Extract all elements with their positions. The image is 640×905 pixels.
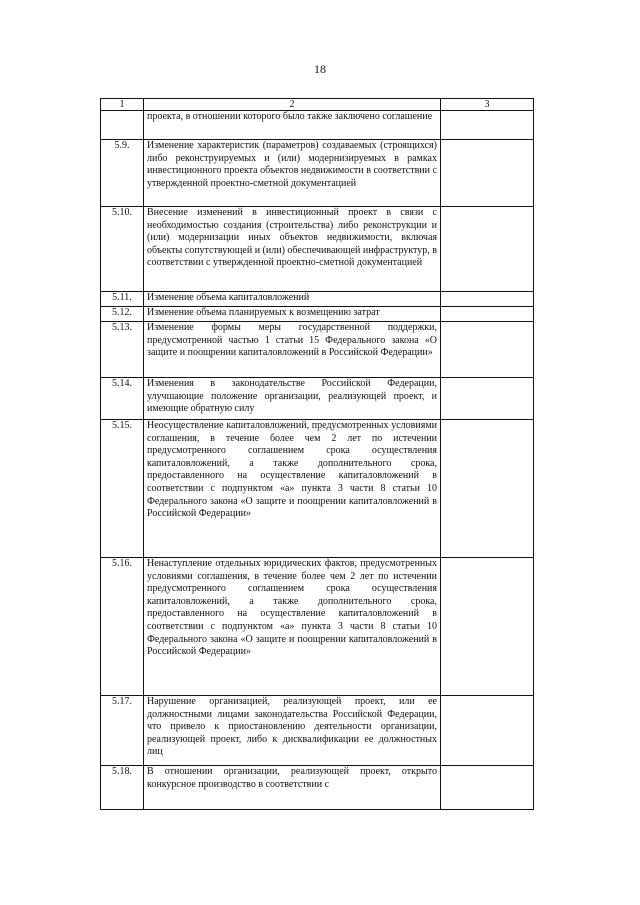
column-header-1: 1: [101, 99, 144, 111]
row-number: 5.18.: [101, 766, 144, 810]
table-row: [101, 322, 534, 378]
row-col3: [441, 558, 534, 696]
row-text: Изменение объема капиталовложений: [144, 292, 441, 307]
table-row: [101, 558, 534, 696]
table-row: [101, 292, 534, 307]
row-number: 5.16.: [101, 558, 144, 696]
row-col3: [441, 111, 534, 140]
table-row: [101, 207, 534, 292]
row-text: Неосуществление капиталовложений, предусмотренных условиями соглашения, в течение более чем 2 лет по истечении предусмотренного соглашением срока осуществления капиталовложений, а также дополнительного срока, предоставленного на осуществление капиталовложений в соответствии с подпунктом «а» пункта 3 части 8 статьи 10 Федерального закона «О защите и поощрении капиталовложений в Российской Федерации»: [144, 420, 441, 558]
page-number: 18: [314, 62, 326, 76]
row-text: Изменение формы меры государственной поддержки, предусмотренной частью 1 статьи 15 Федерального закона «О защите и поощрении капиталовложений в Российской Федерации»: [144, 322, 441, 378]
row-col3: [441, 696, 534, 766]
row-col3: [441, 140, 534, 207]
table-row: [101, 140, 534, 207]
row-col3: [441, 378, 534, 420]
table-row: [101, 420, 534, 558]
table-row: [101, 307, 534, 322]
document-table: [100, 98, 534, 810]
row-number: [101, 111, 144, 140]
column-header-3: 3: [441, 99, 534, 111]
row-col3: [441, 322, 534, 378]
row-text: Изменения в законодательстве Российской Федерации, улучшающие положение организации, реализующей проект, и имеющие обратную силу: [144, 378, 441, 420]
table-row: [101, 696, 534, 766]
column-header-2: 2: [144, 99, 441, 111]
row-text: Ненаступление отдельных юридических фактов, предусмотренных условиями соглашения, в течение более чем 2 лет по истечении предусмотренного соглашением срока осуществления капиталовложений, а также дополнительного срока, предоставленного на осуществление капиталовложений в соответствии с подпунктом «а» пункта 3 части 8 статьи 10 Федерального закона «О защите и поощрении капиталовложений в Российской Федерации»: [144, 558, 441, 696]
table-row: [101, 378, 534, 420]
row-col3: [441, 292, 534, 307]
row-text: В отношении организации, реализующей проект, открыто конкурсное производство в соответствии с: [144, 766, 441, 810]
row-col3: [441, 766, 534, 810]
row-col3: [441, 420, 534, 558]
row-number: 5.12.: [101, 307, 144, 322]
row-text: Изменение характеристик (параметров) создаваемых (строящихся) либо реконструируемых и (или) модернизируемых в рамках инвестиционного проекта объектов недвижимости в соответствии с утвержденной проектно-сметной документацией: [144, 140, 441, 207]
row-text: Нарушение организацией, реализующей проект, или ее должностными лицами законодательства Российской Федерации, что привело к приостановлению деятельности организации, реализующей проект, либо к дисквалификации ее должностных лиц: [144, 696, 441, 766]
row-number: 5.10.: [101, 207, 144, 292]
table-header-row: [101, 99, 534, 111]
row-number: 5.15.: [101, 420, 144, 558]
table-row: [101, 111, 534, 140]
row-number: 5.17.: [101, 696, 144, 766]
row-number: 5.14.: [101, 378, 144, 420]
row-number: 5.13.: [101, 322, 144, 378]
row-number: 5.9.: [101, 140, 144, 207]
row-text: Внесение изменений в инвестиционный проект в связи с необходимостью создания (строительства) либо реконструкции и (или) модернизации иных объектов недвижимости, включая объекты сопутствующей и (или) обеспечивающей инфраструктур, в соответствии с утвержденной проектно-сметной документацией: [144, 207, 441, 292]
row-number: 5.11.: [101, 292, 144, 307]
row-col3: [441, 207, 534, 292]
row-text: Изменение объема планируемых к возмещению затрат: [144, 307, 441, 322]
row-col3: [441, 307, 534, 322]
row-text: проекта, в отношении которого было также заключено соглашение: [144, 111, 441, 140]
table-row: [101, 766, 534, 810]
